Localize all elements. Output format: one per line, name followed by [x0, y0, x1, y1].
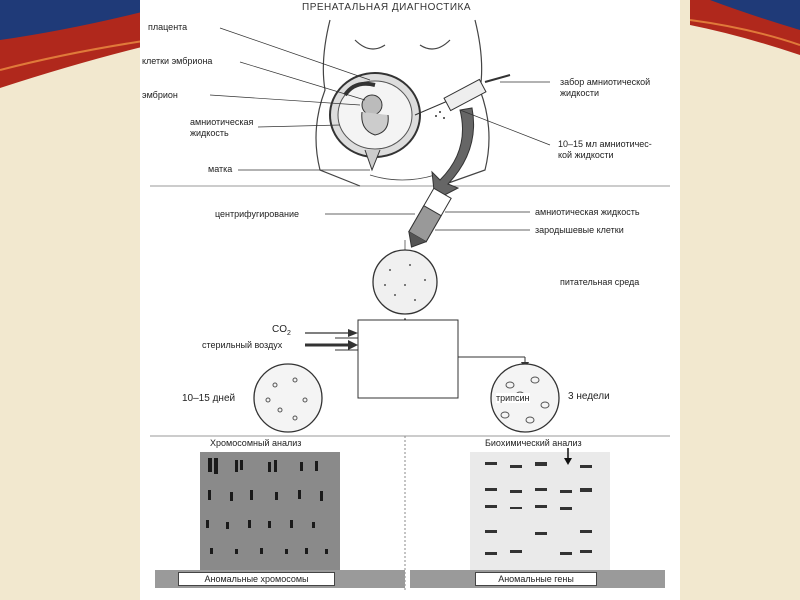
label-amniotic-liquid: амниотическая жидкость	[535, 207, 640, 217]
label-abnormal-genes: Аномальные гены	[475, 572, 597, 586]
label-volume-line1: 10–15 мл амниотичес-	[558, 139, 652, 149]
label-amniotic-fluid-line1: амниотическая	[190, 117, 254, 127]
cell-dish-left	[254, 364, 322, 432]
label-volume-line2: кой жидкости	[558, 150, 614, 160]
label-fetal-cells: зародышевые клетки	[535, 225, 624, 235]
label-amniotic-fluid-line2: жидкость	[190, 128, 229, 138]
label-sampling-line2: жидкости	[560, 88, 599, 98]
label-nutrient-medium: питательная среда	[560, 277, 640, 287]
label-weeks: 3 недели	[568, 391, 610, 402]
label-sterile-air: стерильный воздух	[202, 340, 283, 350]
label-embryo: эмбрион	[142, 90, 178, 100]
label-biochemical-analysis: Биохимический анализ	[485, 438, 582, 448]
label-centrifugation: центрифугирование	[215, 209, 299, 219]
label-chromosome-analysis: Хромосомный анализ	[210, 438, 302, 448]
decorative-ribbon-left	[0, 0, 150, 90]
electrophoresis-gel-image	[470, 448, 610, 570]
uterus-figure	[330, 73, 420, 170]
label-embryo-cells: клетки эмбриона	[142, 56, 213, 66]
diagram-drawing	[140, 0, 680, 600]
label-sampling-line1: забор амниотической	[560, 77, 651, 87]
decorative-ribbon-right	[690, 0, 800, 60]
centrifuge-tube	[403, 188, 451, 252]
label-abnormal-chromosomes: Аномальные хромосомы	[178, 572, 335, 586]
label-co2: $CO_2$	[272, 324, 291, 337]
label-placenta: плацента	[148, 22, 188, 32]
page-title: ПРЕНАТАЛЬНАЯ ДИАГНОСТИКА	[302, 2, 472, 13]
culture-dish	[373, 250, 437, 314]
diagram-sheet	[140, 0, 680, 600]
label-trypsin: трипсин	[496, 393, 530, 403]
incubator-box	[358, 320, 458, 398]
karyotype-image	[200, 452, 340, 570]
label-days: 10–15 дней	[182, 393, 236, 404]
label-uterus: матка	[208, 164, 233, 174]
